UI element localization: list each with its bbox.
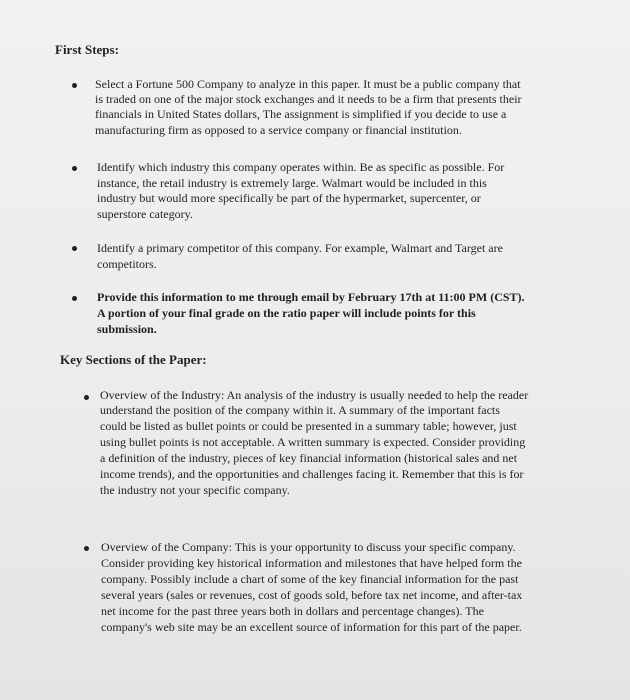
bullet-line: using bullet points is not acceptable. A written summary is expected. Consider providing — [100, 435, 526, 449]
bullet-line: net income for the past three years both in dollars and percentage changes). The — [101, 604, 484, 618]
bullet-line: company's web site may be an excellent source of information for this part of the paper. — [101, 620, 522, 634]
bullet-line: competitors. — [97, 257, 157, 271]
bullet-line: instance, the retail industry is extremely large. Walmart would be included in this — [97, 176, 487, 190]
bullet-line: company. Possibly include a chart of some of the key financial information for the past — [101, 572, 519, 586]
bullet-line: Consider providing key historical information and milestones that have helped form the — [101, 556, 522, 570]
bullet-line: the industry not your specific company. — [100, 483, 290, 497]
bullet-dot — [84, 395, 89, 400]
bullet-line: could be listed as bullet points or could be presented in a summary table; however, just — [100, 419, 517, 433]
bullet-line: Overview of the Industry: An analysis of the industry is usually needed to help the reader — [100, 388, 529, 402]
bullet-line: Identify which industry this company operates within. Be as specific as possible. For — [97, 160, 505, 174]
section-heading-key-sections: Key Sections of the Paper: — [60, 352, 207, 367]
bullet-line-bold: Provide this information to me through email by February 17th at 11:00 PM (CST). — [97, 290, 525, 304]
bullet-line: income trends), and the opportunities and challenges facing it. Remember that this is for — [100, 467, 524, 481]
bullet-line: superstore category. — [97, 207, 193, 221]
bullet-line: Overview of the Company: This is your opportunity to discuss your specific company. — [101, 540, 516, 554]
bullet-dot — [72, 246, 77, 251]
bullet-dot — [72, 83, 77, 88]
bullet-line-bold: A portion of your final grade on the ratio paper will include points for this — [97, 306, 476, 320]
bullet-line: financials in United States dollars, The assignment is simplified if you decide to use a — [95, 107, 507, 121]
bullet-line: a definition of the industry, pieces of key financial information (historical sales and net — [100, 451, 518, 465]
bullet-dot — [84, 546, 89, 551]
bullet-line: industry but would more specifically be part of the hypermarket, supercenter, or — [97, 191, 481, 205]
bullet-line: understand the position of the company within it. A summary of the important facts — [100, 403, 500, 417]
bullet-dot — [72, 166, 77, 171]
bullet-line: Identify a primary competitor of this company. For example, Walmart and Target are — [97, 241, 503, 255]
bullet-line-bold: submission. — [97, 322, 157, 336]
bullet-line: manufacturing firm as opposed to a service company or financial institution. — [95, 123, 462, 137]
section-heading-first-steps: First Steps: — [55, 42, 119, 57]
bullet-line: Select a Fortune 500 Company to analyze in this paper. It must be a public company that — [95, 77, 521, 91]
bullet-line: is traded on one of the major stock exchanges and it needs to be a firm that presents their — [95, 92, 522, 106]
bullet-line: several years (sales or revenues, cost of goods sold, before tax net income, and after-tax — [101, 588, 523, 602]
bullet-dot — [72, 296, 77, 301]
